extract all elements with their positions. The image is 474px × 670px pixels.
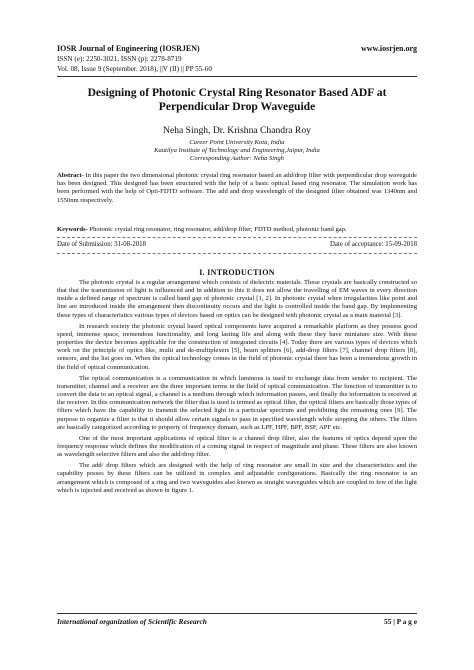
date-of-acceptance: Date of acceptance: 15-09-2018: [330, 241, 417, 248]
title-line-2: Perpendicular Drop Waveguide: [158, 100, 316, 113]
page-number: 55 | P a g e: [383, 617, 417, 626]
divider-bottom: [57, 253, 417, 254]
dates-row: [57, 241, 417, 248]
affiliation-1: Career Point University Kota, India: [189, 139, 285, 146]
footer-rule: [57, 613, 417, 614]
divider-top: [57, 237, 417, 238]
header-rule: [57, 76, 417, 77]
paragraph: The add/ drop filters which are designed with the help of ring resonator are small in size and the characteristics and the capability posses by these filters can be utilized in complex and adjustable configurations. Basically the ring resonator is an arrangement which is composed of a ring and two waveguides also known as straight waveguides which are coupled to few of the light which is injected and received as shown in figure 1.: [57, 462, 417, 494]
abstract-text: In this paper the two dimensional photonic crystal ring resonator based an add/drop filter with perpendicular drop waveguide has been designed. This designed has been structured with the help of a basic optical based ring resonator. The simulation work has been performed with the help of Opti-FDTD software. The add and drop wavelength of the designed filter obtained was 1340nm and 1550nm respectively.: [57, 172, 417, 204]
affiliation-2: Kautilya Institute of Technology and Engineering,Jaipur, India: [154, 147, 320, 154]
title-line-1: Designing of Photonic Crystal Ring Resonator Based ADF at: [87, 86, 387, 99]
date-of-submission: Date of Submission: 31-08-2018: [57, 241, 146, 248]
keywords: [57, 226, 417, 234]
page-footer: [57, 617, 417, 626]
authors: Neha Singh, Dr. Krishna Chandra Roy: [163, 125, 311, 136]
keywords-label: Keywords-: [57, 226, 88, 233]
keywords-text: Photonic crystal ring resonator, ring resonator, add/drop filter, FDTD method, photonic band gap.: [87, 226, 347, 233]
paragraph: The photonic crystal is a regular arrangement which consists of dielectric materials. These crystals are basically constructed so that that the transmission of light is influenced and in addition to this it does not allow the travelling of EM waves in every direction inside a defined range of spectrum is called band gap of photonic crystal [1, 2]. In photonic crystal when irregularities like point and line are introduced inside the arrangement then discontinuity occurs and the light is controlled inside the band gap. By implementing these types of characteristics various types of devices based on optics can be designed with photonic crystal as a main material [3].: [57, 279, 417, 319]
footer-organization: International organization of Scientific Research: [57, 617, 207, 626]
paragraph: In research society the photonic crystal based optical components have acquired a remarkable platform as they possess good speed, immense space, tremendous functionality, and long lasting life and along with these they have miniature size. With these properties the device becomes applicable for the construction of integrated circuits [4]. Today there are various types of devices which work on the principle of optics like, multi and de-multiplexers [5], beam splitters [6], add-drop filters [7], channel drop filters [8], sensors, and the list goes on. When the optical technology comes in the field of photonic crystal there has been a tremendous growth in the field of optical communication.: [57, 322, 417, 371]
issn-line: ISSN (e): 2250-3021, ISSN (p): 2278-8719: [57, 55, 182, 63]
corresponding-author: Corresponding Author: Neha Singh: [190, 155, 284, 162]
journal-header: [57, 44, 417, 53]
paragraph: One of the most important applications of optical filter is a channel drop filter, also the features of optics depend upon the frequency response which defines the modification of a coming signal in respect of magnitude and phase. These filters are also known as wavelength selective filters and also the add/drop filter.: [57, 434, 417, 459]
journal-url[interactable]: www.iosrjen.org: [361, 44, 417, 53]
body-text: [57, 279, 417, 498]
abstract-label: Abstract-: [57, 172, 84, 179]
volume-line: Vol. 08, Issue 9 (September. 2018), ||V (II) || PP 55-60: [57, 65, 212, 73]
paper-title: [57, 86, 417, 114]
section-heading: I. INTRODUCTION: [199, 268, 275, 277]
journal-name: IOSR Journal of Engineering (IOSRJEN): [57, 44, 200, 53]
abstract: [57, 172, 417, 205]
paragraph: The optical communication is a communication in which luminous is used to exchange data from sender to recipient. The transmitter, channel and a receiver are the three important terms in the field of optical communication. The function of transmitter is to convert the data to an optical signal, a channel is a medium through which information passes, and finally the information is received at the receiver. In this communication network the filter that is used is termed as optical filter, the optical filters are basically those types of filters which have the capability to transmit the selected light in a particular spectrum and prohibiting the remaining ones [9]. The purpose to organize a filter is that it should allow certain signals to pass in specified wavelength while stopping the others. The filters are basically categorized according to property of frequency domain, such as LPF, HPF, BPF, BSF, APF etc.: [57, 374, 417, 431]
